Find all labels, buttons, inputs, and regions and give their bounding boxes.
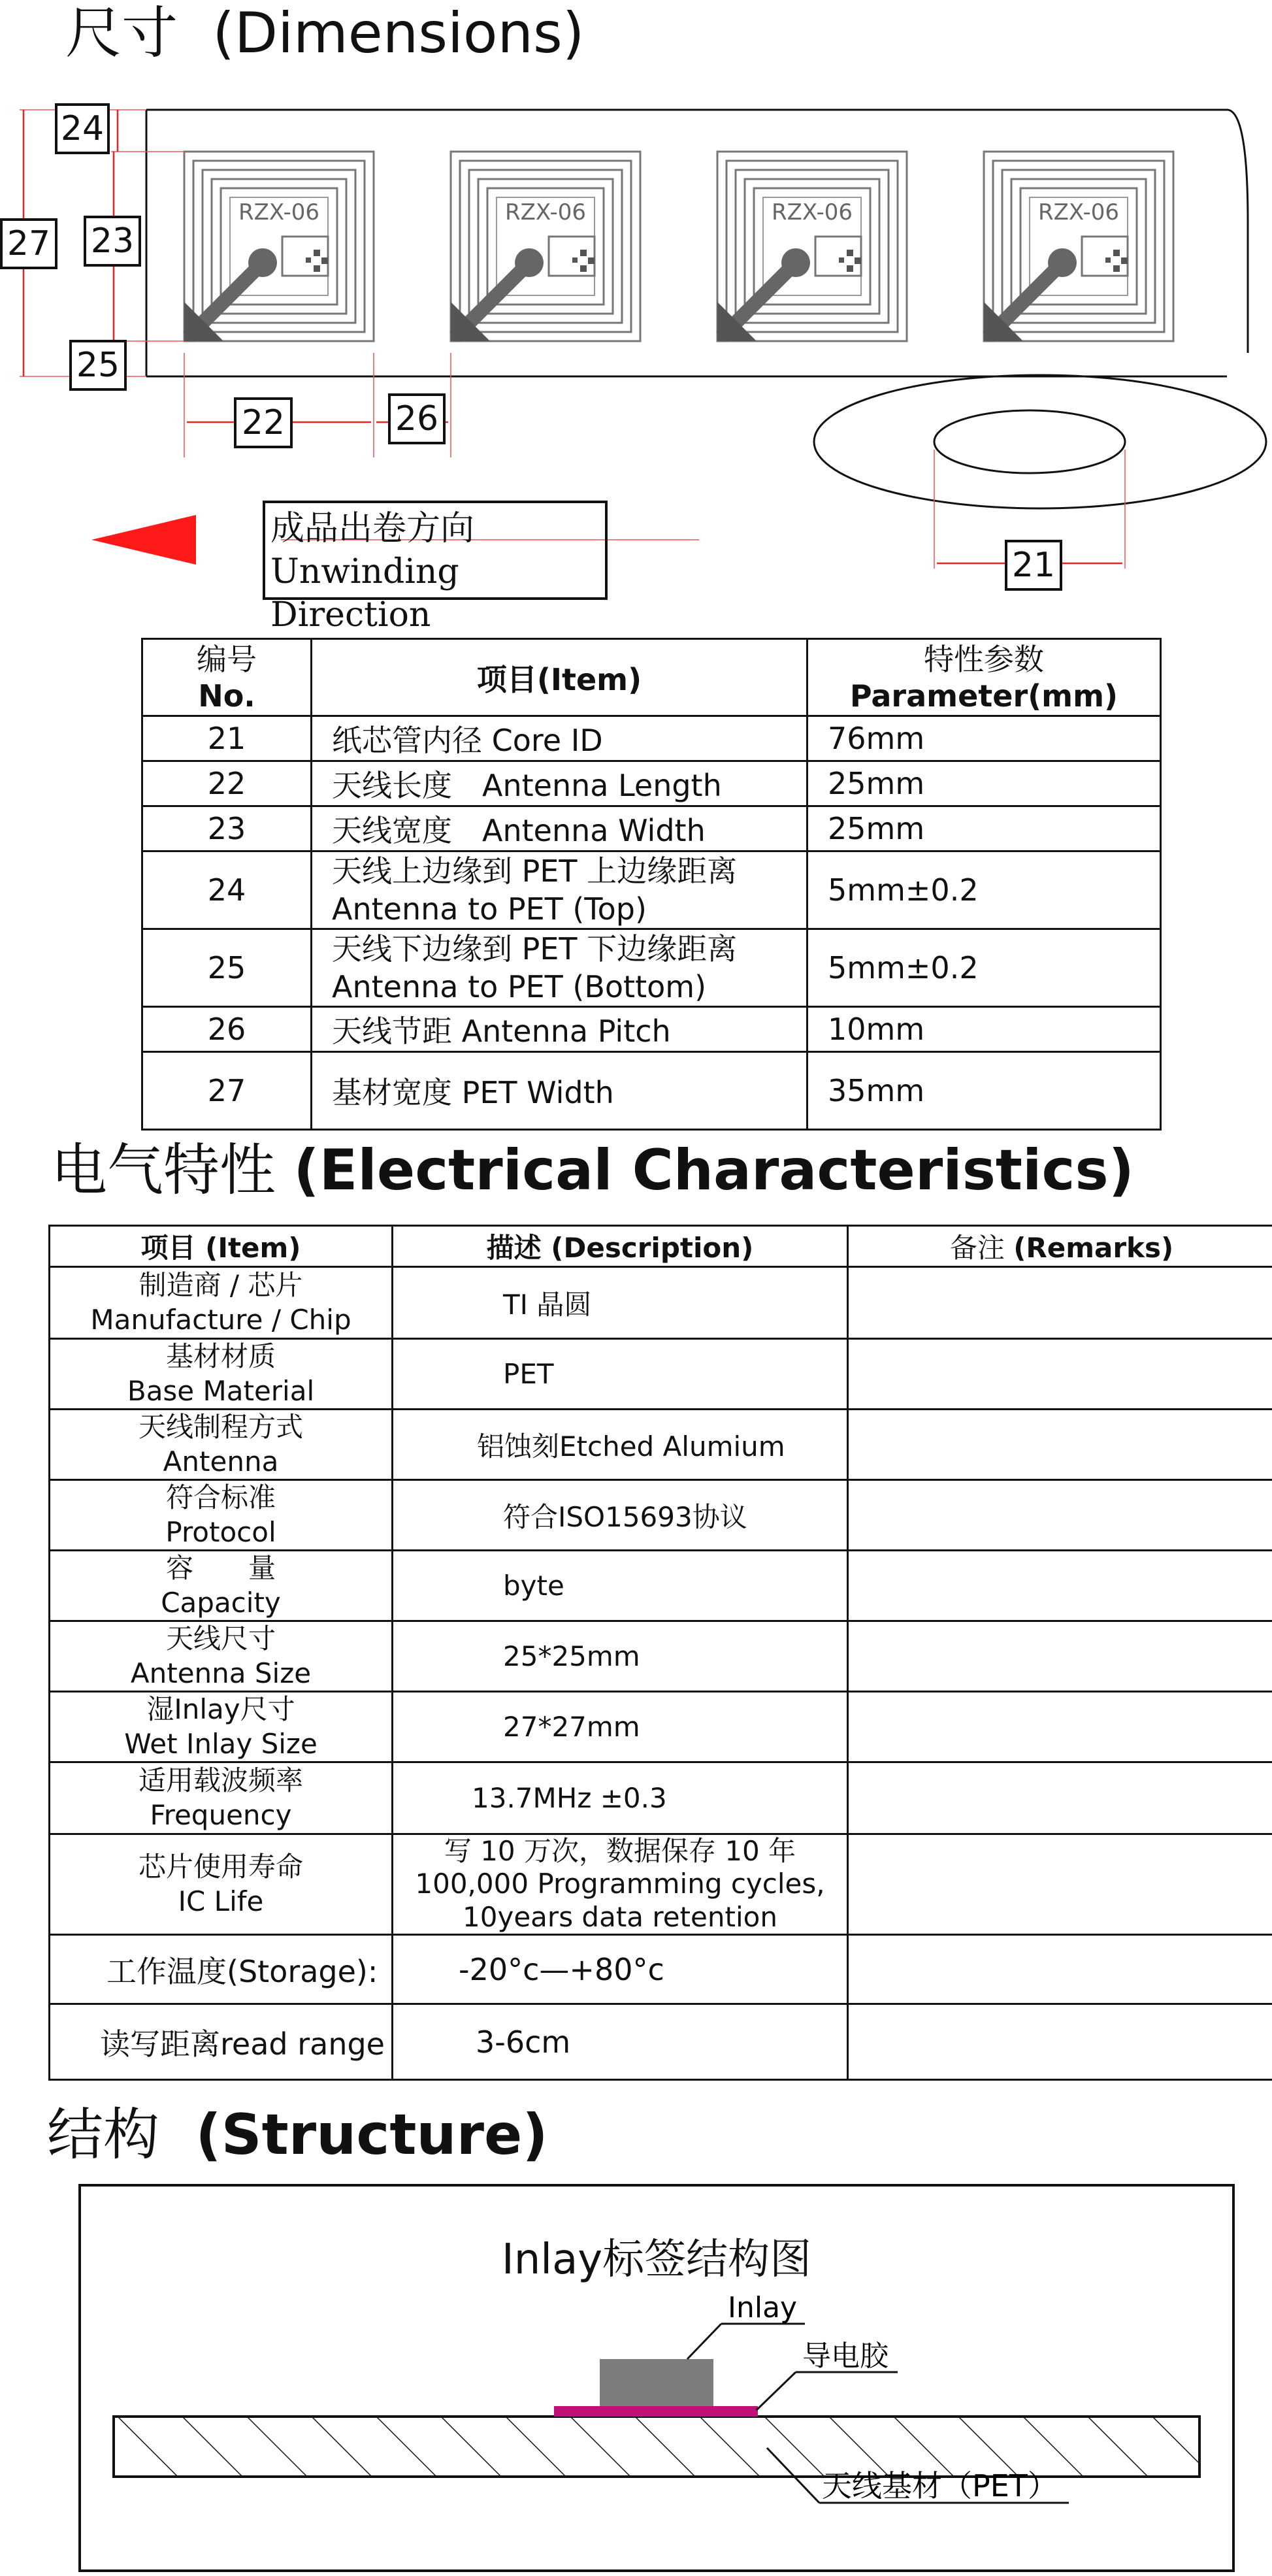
cell-no: 21 bbox=[142, 716, 312, 761]
cell-item-en: Antenna to PET (Top) bbox=[332, 891, 647, 927]
header-item: 项目 (Item) bbox=[50, 1226, 393, 1267]
unwinding-label-en: Unwinding Direction bbox=[270, 552, 459, 635]
cell-remarks bbox=[848, 1551, 1272, 1621]
cell-item bbox=[50, 1267, 393, 1339]
section-title-cn: 结构 bbox=[47, 2102, 159, 2168]
cell-item bbox=[50, 1410, 393, 1480]
cell-item: 基材宽度 PET Width bbox=[312, 1052, 807, 1130]
chip-label: RZX-06 bbox=[504, 199, 587, 225]
cell-description: TI 晶圆 bbox=[393, 1267, 848, 1339]
cell-item: 读写距离read range bbox=[50, 2004, 393, 2080]
header-description: 描述 (Description) bbox=[393, 1226, 848, 1267]
header-no bbox=[142, 639, 312, 716]
header-param bbox=[807, 639, 1161, 716]
cell-item-en: Antenna to PET (Bottom) bbox=[332, 969, 707, 1004]
structure-diagram bbox=[81, 2187, 1232, 2569]
table-row bbox=[142, 851, 1161, 929]
cell-description-line: 写 10 万次，数据保存 10 年 bbox=[444, 1835, 796, 1867]
cell-item-cn: 天线尺寸 bbox=[165, 1623, 276, 1655]
cell-item bbox=[50, 1551, 393, 1621]
cell-item: 纸芯管内径 Core ID bbox=[312, 716, 807, 761]
table-row bbox=[142, 806, 1161, 851]
cell-no: 27 bbox=[142, 1052, 312, 1130]
structure-frame bbox=[78, 2184, 1235, 2572]
cell-no: 23 bbox=[142, 806, 312, 851]
cell-description: 27*27mm bbox=[393, 1692, 848, 1762]
chip-label: RZX-06 bbox=[1037, 199, 1120, 225]
table-row bbox=[50, 1480, 1272, 1551]
cell-remarks bbox=[848, 1480, 1272, 1551]
callout-26: 26 bbox=[388, 393, 446, 444]
cell-item-en: Wet Inlay Size bbox=[124, 1727, 318, 1760]
cell-no: 22 bbox=[142, 761, 312, 806]
callout-27: 27 bbox=[0, 218, 57, 269]
cell-item bbox=[50, 1762, 393, 1834]
cell-remarks bbox=[848, 1762, 1272, 1834]
inlay-chip bbox=[600, 2359, 713, 2406]
cell-remarks bbox=[848, 1834, 1272, 1935]
section-title-cn: 电气特性 bbox=[51, 1138, 276, 1203]
cell-description: PET bbox=[393, 1339, 848, 1410]
cell-item bbox=[50, 1621, 393, 1692]
table-row bbox=[142, 1052, 1161, 1130]
cell-description: 3-6cm bbox=[393, 2004, 848, 2080]
cell-remarks bbox=[848, 1621, 1272, 1692]
cell-item-en: Antenna bbox=[163, 1445, 279, 1478]
header-remarks-cn: 备注 bbox=[949, 1232, 1005, 1264]
cell-remarks bbox=[848, 1410, 1272, 1480]
table-row bbox=[50, 1551, 1272, 1621]
cell-item-cn: 容 量 bbox=[165, 1552, 276, 1584]
cell-item-cn: 天线上边缘到 PET 上边缘距离 bbox=[332, 853, 738, 889]
chip-label: RZX-06 bbox=[238, 199, 320, 225]
cell-remarks bbox=[848, 1339, 1272, 1410]
cell-item bbox=[50, 1339, 393, 1410]
cell-value: 25mm bbox=[807, 761, 1161, 806]
cell-description: 铝蚀刻Etched Alumium bbox=[393, 1410, 848, 1480]
cell-value: 10mm bbox=[807, 1007, 1161, 1052]
cell-description: -20°c—+80°c bbox=[393, 1935, 848, 2004]
cell-description: 13.7MHz ±0.3 bbox=[393, 1762, 848, 1834]
electrical-table bbox=[48, 1225, 1272, 2081]
cell-item bbox=[50, 1480, 393, 1551]
cell-value: 25mm bbox=[807, 806, 1161, 851]
section-title-electrical bbox=[51, 1138, 1134, 1203]
table-row bbox=[50, 1339, 1272, 1410]
cell-item-cn: 基材材质 bbox=[165, 1340, 276, 1372]
cell-no: 24 bbox=[142, 851, 312, 929]
section-title-cn: 尺寸 bbox=[65, 1, 178, 66]
section-title-en: (Electrical Characteristics) bbox=[293, 1138, 1134, 1203]
cell-no: 26 bbox=[142, 1007, 312, 1052]
cell-description bbox=[393, 1834, 848, 1935]
table-row bbox=[50, 1762, 1272, 1834]
table-row bbox=[50, 1692, 1272, 1762]
unwinding-arrow bbox=[91, 515, 196, 565]
cell-item-cn: 适用载波频率 bbox=[138, 1764, 303, 1796]
cell-item-en: Protocol bbox=[165, 1515, 276, 1548]
cell-remarks bbox=[848, 1692, 1272, 1762]
structure-title: Inlay标签结构图 bbox=[501, 2236, 812, 2284]
cell-item bbox=[312, 929, 807, 1007]
cell-item-cn: 湿Inlay尺寸 bbox=[146, 1693, 295, 1725]
section-title-dimensions bbox=[65, 1, 585, 66]
cell-description-line: 10years data retention bbox=[463, 1900, 777, 1933]
cell-item: 天线宽度 Antenna Width bbox=[312, 806, 807, 851]
cell-value: 5mm±0.2 bbox=[807, 851, 1161, 929]
chip-label: RZX-06 bbox=[771, 199, 853, 225]
label-inlay: Inlay bbox=[728, 2291, 798, 2324]
cell-item-cn: 符合标准 bbox=[165, 1481, 276, 1513]
cell-item-en: Antenna Size bbox=[130, 1657, 312, 1689]
label-pet: 天线基材（PET） bbox=[822, 2468, 1058, 2503]
callout-23: 23 bbox=[84, 216, 141, 267]
callout-24: 24 bbox=[55, 103, 110, 154]
cell-value: 35mm bbox=[807, 1052, 1161, 1130]
unwinding-label-cn: 成品出卷方向 bbox=[270, 509, 475, 548]
cell-item bbox=[50, 1692, 393, 1762]
table-row bbox=[50, 2004, 1272, 2080]
cell-item-cn: 天线下边缘到 PET 下边缘距离 bbox=[332, 931, 738, 966]
table-row bbox=[50, 1834, 1272, 1935]
cell-item-en: Base Material bbox=[127, 1374, 315, 1407]
cell-value: 5mm±0.2 bbox=[807, 929, 1161, 1007]
cell-item: 天线节距 Antenna Pitch bbox=[312, 1007, 807, 1052]
cell-description: 25*25mm bbox=[393, 1621, 848, 1692]
callout-22: 22 bbox=[234, 397, 293, 448]
cell-item-en: IC Life bbox=[178, 1885, 264, 1917]
callout-25: 25 bbox=[69, 340, 127, 391]
section-title-structure bbox=[47, 2102, 548, 2168]
cell-item-cn: 天线制程方式 bbox=[138, 1411, 303, 1443]
dimension-table bbox=[141, 638, 1162, 1131]
cell-description: byte bbox=[393, 1551, 848, 1621]
table-row bbox=[142, 929, 1161, 1007]
table-row bbox=[50, 1621, 1272, 1692]
table-row bbox=[142, 1007, 1161, 1052]
callout-21: 21 bbox=[1005, 540, 1062, 591]
header-item: 项目(Item) bbox=[312, 639, 807, 716]
table-row bbox=[50, 1935, 1272, 2004]
cell-item: 天线长度 Antenna Length bbox=[312, 761, 807, 806]
cell-item bbox=[312, 851, 807, 929]
table-row bbox=[142, 716, 1161, 761]
table-header-row bbox=[142, 639, 1161, 716]
header-remarks bbox=[848, 1226, 1272, 1267]
cell-value: 76mm bbox=[807, 716, 1161, 761]
label-adhesive: 导电胶 bbox=[802, 2339, 889, 2373]
cell-item bbox=[50, 1834, 393, 1935]
table-row bbox=[50, 1267, 1272, 1339]
cell-item-cn: 制造商 / 芯片 bbox=[139, 1269, 303, 1301]
cell-item: 工作温度(Storage): bbox=[50, 1935, 393, 2004]
header-remarks-en: (Remarks) bbox=[1013, 1232, 1174, 1264]
table-row bbox=[142, 761, 1161, 806]
section-title-en: (Dimensions) bbox=[212, 1, 585, 66]
cell-no: 25 bbox=[142, 929, 312, 1007]
cell-description: 符合ISO15693协议 bbox=[393, 1480, 848, 1551]
unwinding-direction-box bbox=[263, 501, 608, 635]
cell-item-en: Capacity bbox=[161, 1586, 281, 1619]
section-title-en: (Structure) bbox=[195, 2102, 548, 2168]
cell-item-en: Frequency bbox=[150, 1798, 292, 1831]
conductive-adhesive bbox=[554, 2406, 758, 2417]
cell-item-en: Manufacture / Chip bbox=[90, 1303, 351, 1336]
header-no-cn: 编号 bbox=[197, 641, 257, 677]
header-param-cn: 特性参数 bbox=[924, 641, 1044, 677]
cell-remarks bbox=[848, 1267, 1272, 1339]
header-param-en: Parameter(mm) bbox=[849, 678, 1118, 714]
cell-item-cn: 芯片使用寿命 bbox=[138, 1851, 303, 1883]
cell-remarks bbox=[848, 1935, 1272, 2004]
dimension-diagram bbox=[0, 91, 1272, 627]
header-no-en: No. bbox=[198, 678, 255, 714]
table-header-row bbox=[50, 1226, 1272, 1267]
cell-remarks bbox=[848, 2004, 1272, 2080]
cell-description-line: 100,000 Programming cycles, bbox=[415, 1868, 825, 1900]
table-row bbox=[50, 1410, 1272, 1480]
